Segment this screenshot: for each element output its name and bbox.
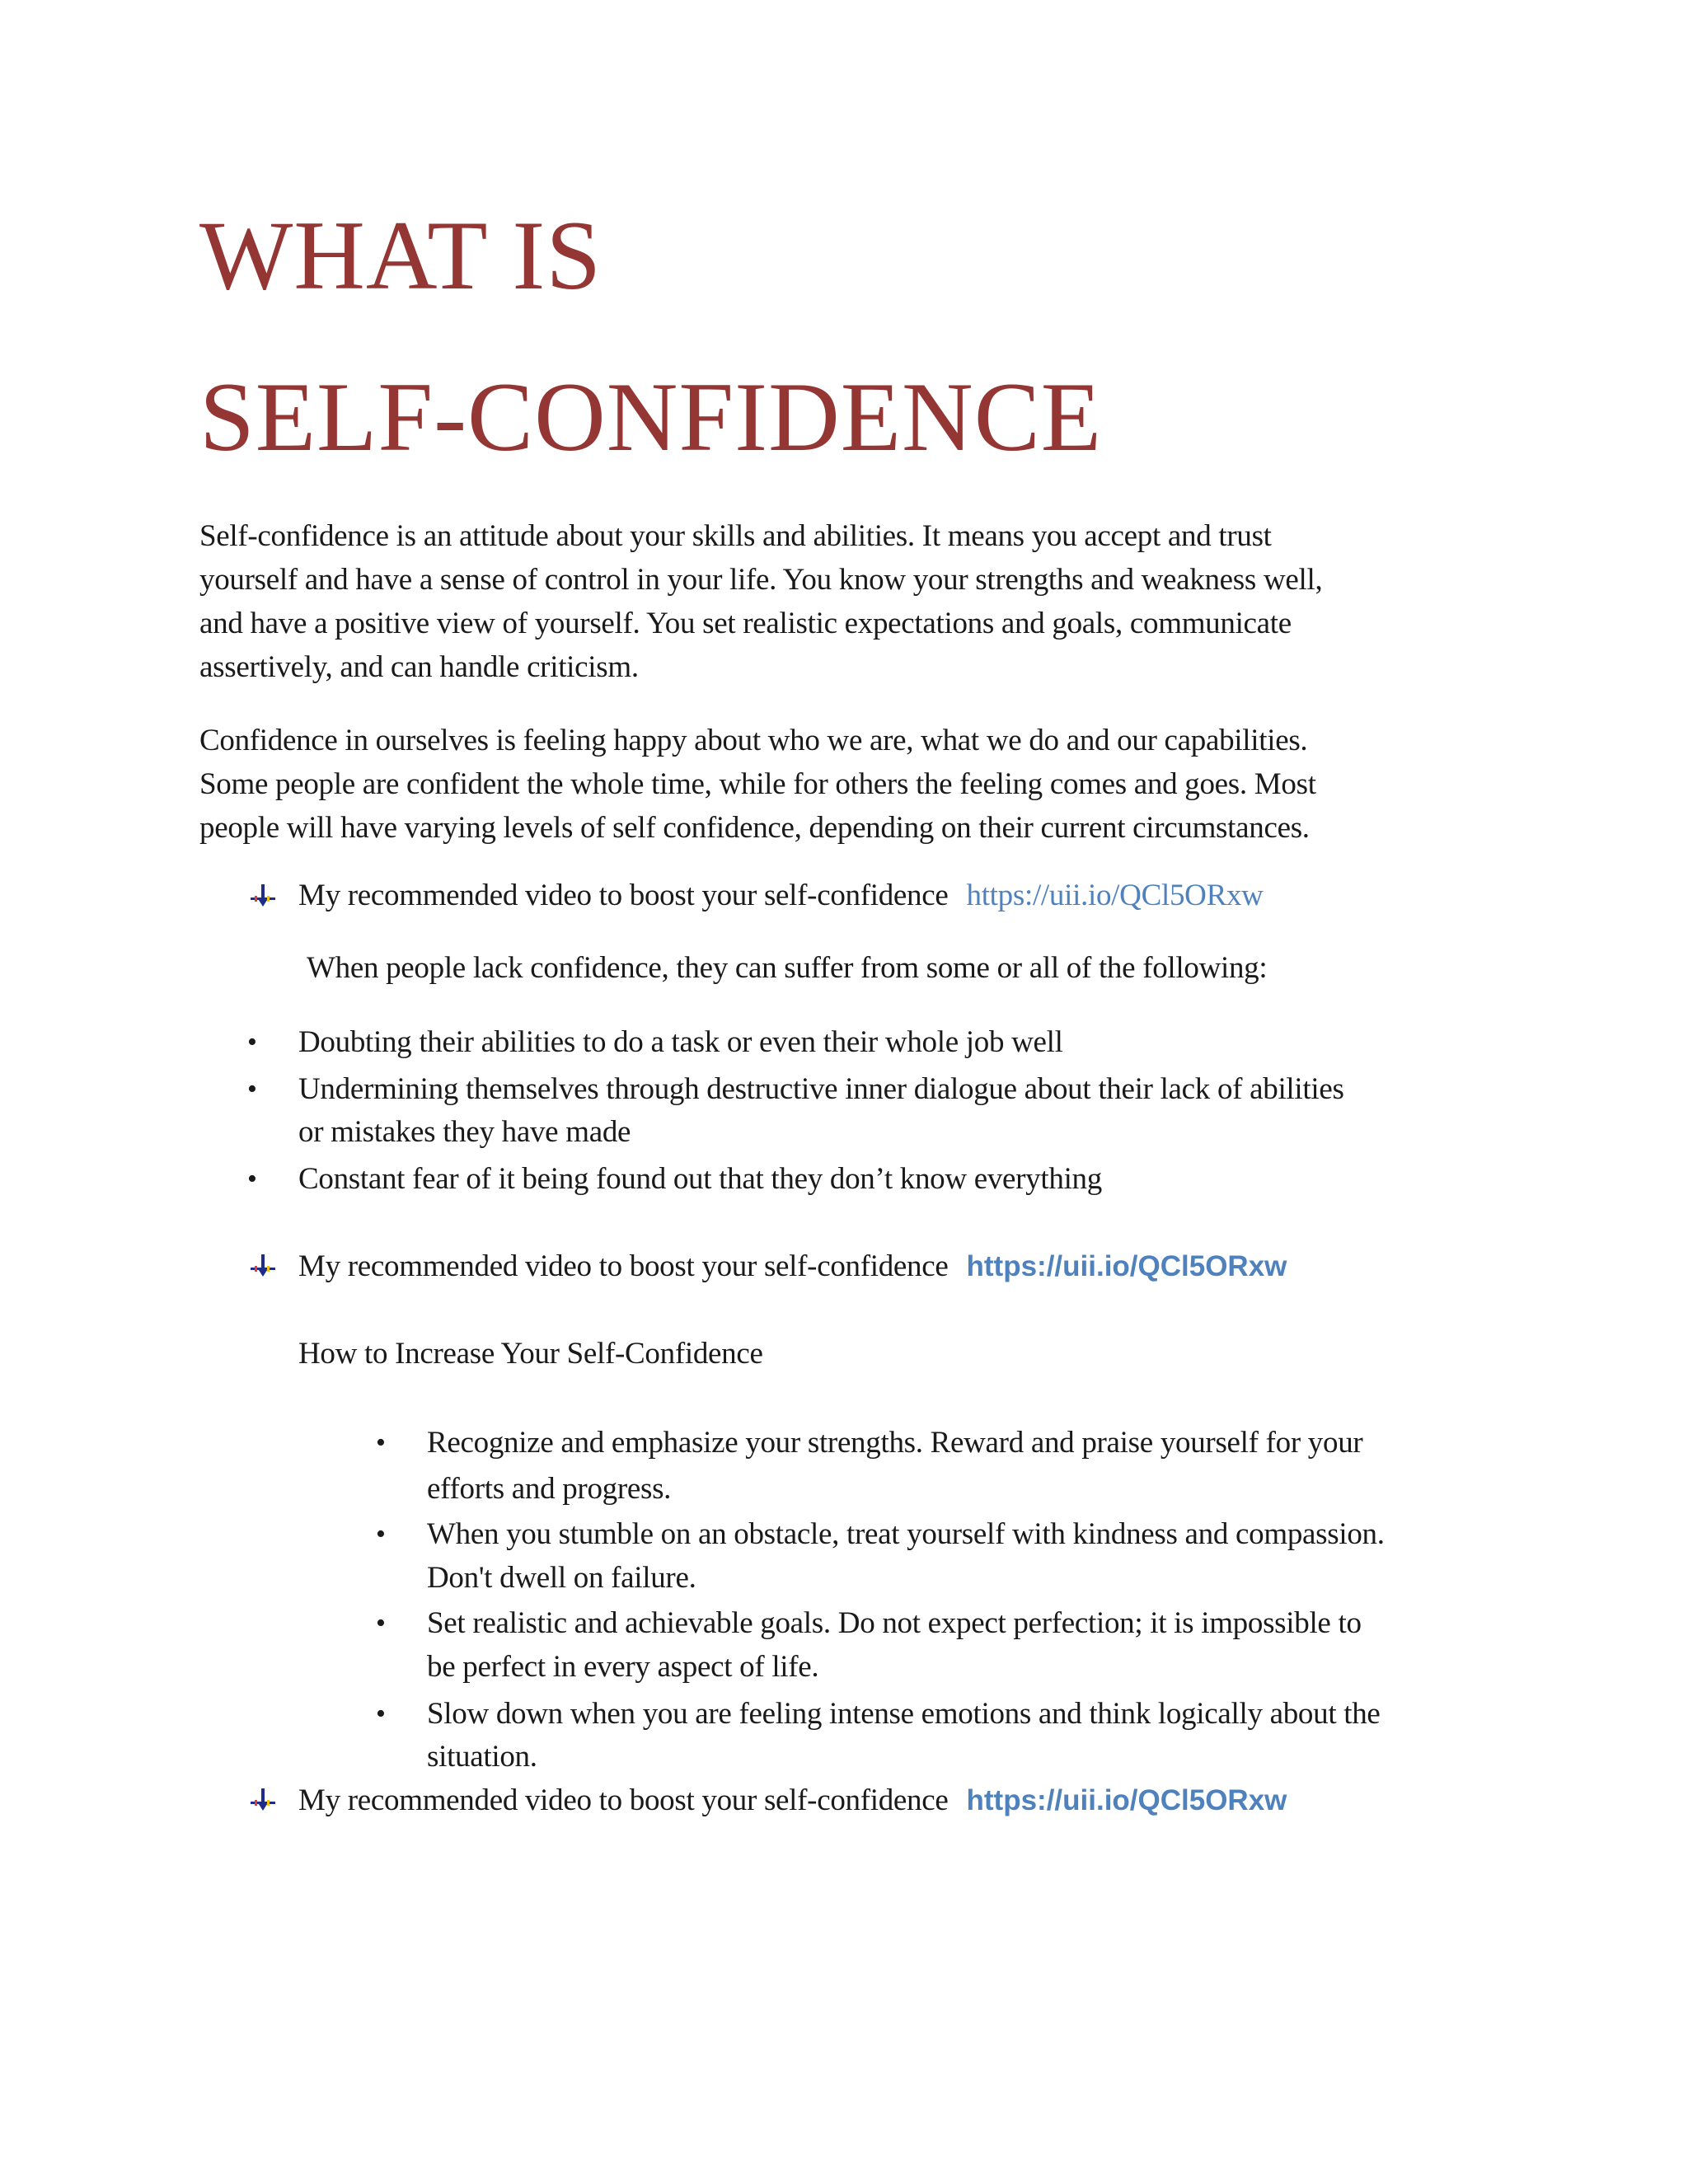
increase-heading: How to Increase Your Self-Confidence xyxy=(298,1337,763,1371)
bullet-glyph: • xyxy=(247,1164,257,1194)
tip-1: Recognize and emphasize your strengths. Reward and praise yourself for your xyxy=(427,1426,1363,1460)
lack-item-2-cont: or mistakes they have made xyxy=(298,1115,631,1149)
text-line: Self-confidence is an attitude about your skills and abilities. It means you accept and trust xyxy=(199,519,1272,553)
title-line-1: WHAT IS xyxy=(199,200,603,310)
title-line-2: SELF-CONFIDENCE xyxy=(199,362,1103,471)
bullet-glyph: • xyxy=(376,1608,386,1638)
tip-2: When you stumble on an obstacle, treat yourself with kindness and compassion. xyxy=(427,1517,1385,1551)
recommendation-text: My recommended video to boost your self-confidence xyxy=(298,1249,949,1283)
text-line: and have a positive view of yourself. You set realistic expectations and goals, communicate xyxy=(199,607,1292,640)
video-link-3[interactable]: https://uii.io/QCl5ORxw xyxy=(966,1784,1287,1816)
recommendation-text: My recommended video to boost your self-confidence xyxy=(298,879,949,912)
bullet-glyph: • xyxy=(247,1027,257,1057)
bullet-glyph: • xyxy=(376,1427,386,1458)
bullet-glyph: • xyxy=(247,1074,257,1104)
paragraph-definition xyxy=(199,514,1485,689)
text-line: assertively, and can handle criticism. xyxy=(199,650,639,684)
lack-item-3: Constant fear of it being found out that they don’t know everything xyxy=(298,1162,1102,1196)
down-arrow-bullet-icon xyxy=(249,1785,277,1813)
text-line: yourself and have a sense of control in your life. You know your strengths and weakness well, xyxy=(199,563,1323,597)
down-arrow-bullet-icon xyxy=(249,881,277,909)
lack-intro: When people lack confidence, they can suffer from some or all of the following: xyxy=(307,951,1268,985)
video-link-1[interactable]: https://uii.io/QCl5ORxw xyxy=(966,879,1264,912)
lack-item-2: Undermining themselves through destructive inner dialogue about their lack of abilities xyxy=(298,1072,1344,1106)
tip-3: Set realistic and achievable goals. Do not expect perfection; it is impossible to xyxy=(427,1606,1362,1640)
recommendation-1 xyxy=(298,874,1264,917)
tip-1-cont: efforts and progress. xyxy=(427,1472,672,1506)
tip-3-cont: be perfect in every aspect of life. xyxy=(427,1650,819,1684)
text-line: Confidence in ourselves is feeling happy about who we are, what we do and our capabilities. xyxy=(199,724,1308,757)
tip-4-cont: situation. xyxy=(427,1740,537,1774)
recommendation-2 xyxy=(298,1244,1287,1288)
video-link-2[interactable]: https://uii.io/QCl5ORxw xyxy=(966,1250,1287,1282)
lack-item-1: Doubting their abilities to do a task or even their whole job well xyxy=(298,1025,1063,1059)
tip-2-cont: Don't dwell on failure. xyxy=(427,1561,696,1595)
bullet-glyph: • xyxy=(376,1699,386,1729)
down-arrow-bullet-icon xyxy=(249,1251,277,1279)
recommendation-text: My recommended video to boost your self-confidence xyxy=(298,1783,949,1817)
paragraph-confidence xyxy=(199,719,1485,850)
tip-4: Slow down when you are feeling intense emotions and think logically about the xyxy=(427,1697,1381,1731)
bullet-glyph: • xyxy=(376,1519,386,1549)
text-line: people will have varying levels of self confidence, depending on their current circumstances. xyxy=(199,811,1310,845)
recommendation-3 xyxy=(298,1779,1287,1822)
text-line: Some people are confident the whole time, while for others the feeling comes and goes. Most xyxy=(199,767,1316,801)
